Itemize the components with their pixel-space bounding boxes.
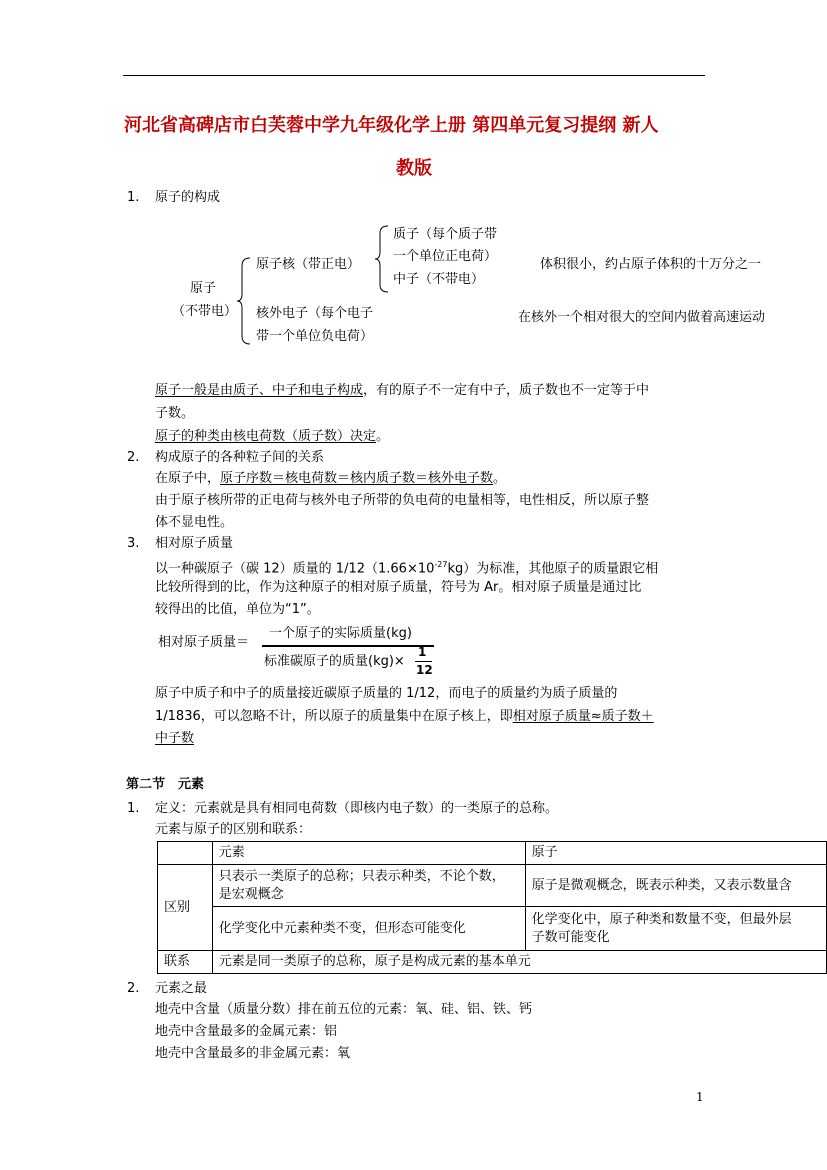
doc-title-line2: 教版 — [396, 158, 432, 179]
formula-small-bar — [415, 661, 432, 662]
table-header-element: 元素 — [212, 842, 525, 865]
s2-number: 2. — [127, 450, 140, 465]
s2-heading: 构成原子的各种粒子间的关系 — [155, 450, 325, 465]
sec2-item2-number: 2. — [127, 981, 140, 996]
s2-line1: 在原子中，原子序数＝核电荷数＝核内质子数＝核外电子数。 — [155, 471, 507, 486]
formula-fraction-bar — [262, 645, 434, 647]
proton-line2: 一个单位正电荷） — [393, 249, 498, 264]
s2-line3: 体不显电性。 — [155, 515, 234, 530]
s3-line1: 以一种碳原子（碳 12）质量的 $1/12(1.66\times 10^{-27}kg)$为标准，其他原子的质量跟它相 — [155, 560, 659, 577]
atom-label: 原子 — [190, 281, 217, 296]
table-r2-element: 化学变化中元素种类不变，但形态可能变化 — [212, 907, 525, 951]
s3-number: 3. — [127, 536, 140, 551]
sec2-item2-heading: 元素之最 — [155, 981, 208, 996]
element-atom-table — [157, 841, 827, 974]
formula-lhs: 相对原子质量＝ — [158, 635, 250, 650]
sec2-item2-line3: 地壳中含量最多的非金属元素：氧 — [155, 1046, 351, 1061]
sec2-definition: 定义：元素就是具有相同电荷数（即核内电子数）的一类原子的总称。 — [155, 801, 559, 816]
brace-nucleus — [374, 224, 390, 294]
table-diff-label: 区别 — [158, 865, 213, 951]
sec2-item2-line1: 地壳中含量（质量分数）排在前五位的元素：氧、硅、铝、铁、钙 — [155, 1002, 533, 1017]
page-number: 1 — [696, 1090, 704, 1104]
proton-line1: 质子（每个质子带 — [393, 227, 498, 242]
nucleus-label: 原子核（带正电） — [256, 257, 361, 272]
sec2-item2-line2: 地壳中含量最多的金属元素：铝 — [155, 1024, 338, 1039]
s3-mass-line2: 1/1836，可以忽略不计，所以原子的质量集中在原子核上，即相对原子质量≈质子数＋ — [155, 709, 654, 724]
s2-line2: 由于原子核所带的正电荷与核外电子所带的负电荷的电量相等，电性相反，所以原子整 — [155, 493, 650, 508]
formula-numerator: 一个原子的实际质量(kg) — [269, 626, 412, 641]
atom-note: （不带电） — [172, 304, 238, 319]
table-corner-cell — [158, 842, 213, 865]
s3-mass-line3: 中子数 — [155, 731, 195, 746]
table-link-text: 元素是同一类原子的总称，原子是构成元素的基本单元 — [212, 951, 826, 974]
s3-line3: 较得出的比值，单位为“1”。 — [155, 602, 320, 617]
table-header-atom: 原子 — [525, 842, 826, 865]
sec2-heading: 第二节 元素 — [126, 777, 205, 792]
table-r2-atom: 化学变化中，原子种类和数量不变，但最外层 子数可能变化 — [525, 907, 826, 951]
electron-line1: 核外电子（每个电子 — [256, 306, 374, 321]
s1-paragraph2: 原子的种类由核电荷数（质子数）决定。 — [155, 429, 390, 444]
s3-heading: 相对原子质量 — [155, 536, 234, 551]
nucleus-note: 体积很小，约占原子体积的十万分之一 — [540, 257, 762, 272]
doc-title-line1: 河北省高碑店市白芙蓉中学九年级化学上册 第四单元复习提纲 新人 — [124, 115, 659, 136]
s1-paragraph1-cont: 子数。 — [155, 406, 195, 421]
sec2-item1-number: 1. — [127, 801, 140, 816]
header-rule — [123, 75, 705, 76]
s3-mass-line1: 原子中质子和中子的质量接近碳原子质量的 1/12，而电子的质量约为质子质量的 — [155, 686, 618, 701]
neutron-label: 中子（不带电） — [393, 272, 485, 287]
s3-line2: 比较所得到的比，作为这种原子的相对原子质量，符号为 Ar。相对原子质量是通过比 — [155, 580, 642, 595]
formula-denominator: 标准碳原子的质量(kg)× — [264, 654, 405, 669]
s1-paragraph1: 原子一般是由质子、中子和电子构成，有的原子不一定有中子，质子数也不一定等于中 — [155, 383, 650, 398]
formula-small-den: 12 — [416, 663, 433, 677]
electron-line2: 带一个单位负电荷） — [256, 329, 374, 344]
table-r1-atom: 原子是微观概念，既表示种类，又表示数量含 — [525, 865, 826, 907]
formula-small-num: 1 — [418, 645, 427, 659]
s1-heading: 原子的构成 — [155, 190, 221, 205]
s1-number: 1. — [127, 190, 140, 205]
table-r1-element: 只表示一类原子的总称；只表示种类，不论个数， 是宏观概念 — [212, 865, 525, 907]
sec2-compare-intro: 元素与原子的区别和联系： — [155, 822, 312, 837]
brace-atom — [236, 256, 252, 346]
table-link-label: 联系 — [158, 951, 213, 974]
electron-note: 在核外一个相对很大的空间内做着高速运动 — [518, 310, 766, 325]
